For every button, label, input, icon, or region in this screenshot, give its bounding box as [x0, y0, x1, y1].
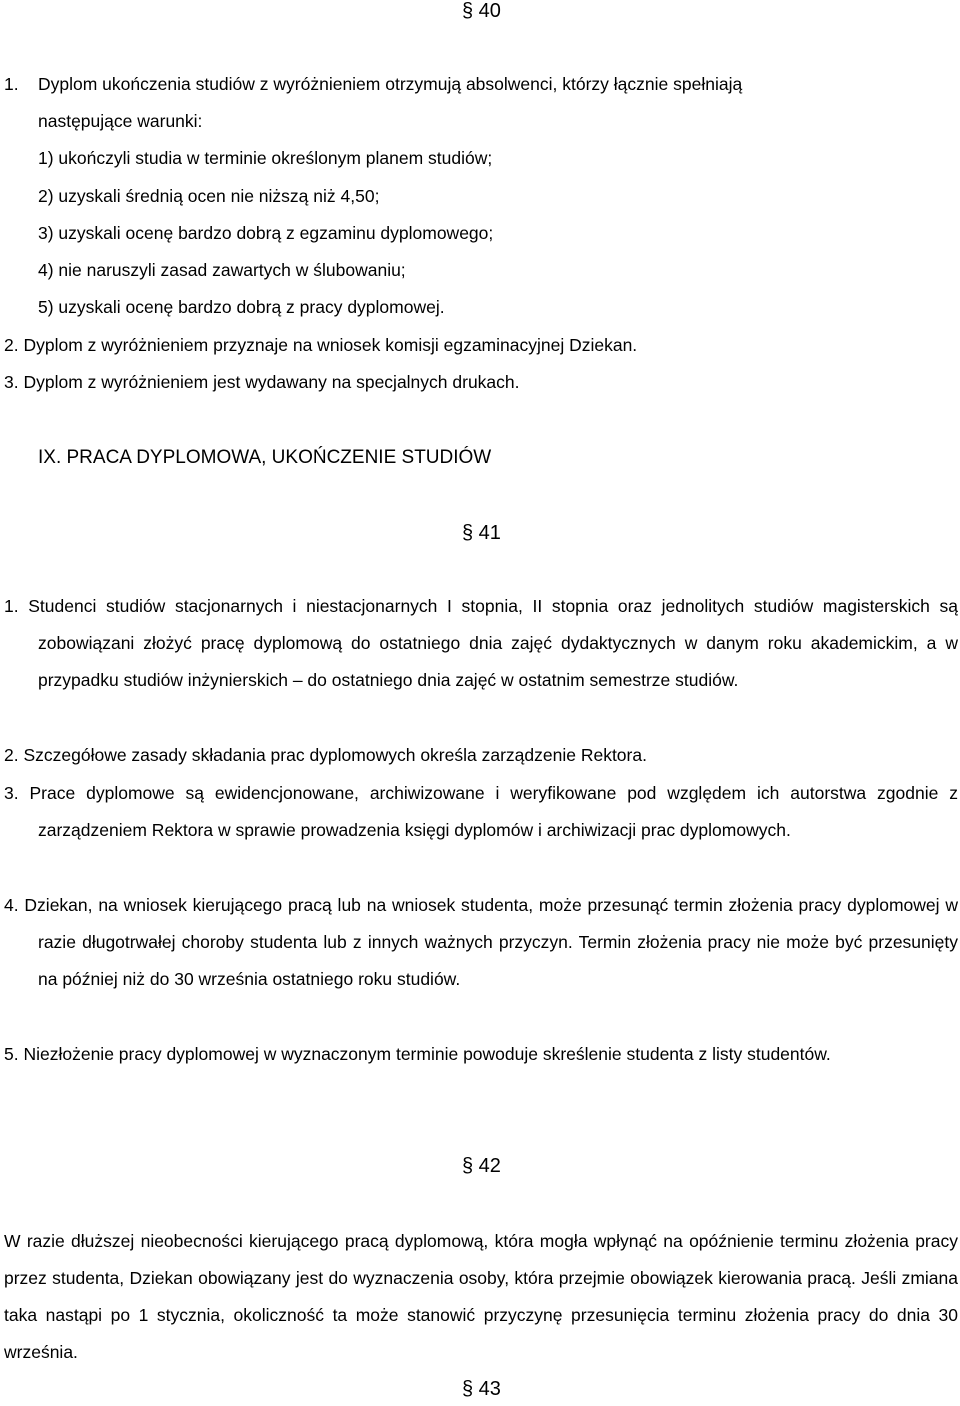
s41-point-3: 3. Prace dyplomowe są ewidencjonowane, archiwizowane i weryfikowane pod względem ich autorstwa zgodnie z zarządzeniem Rektora w sprawie prowadzenia księgi dyplomów i archiwizacji prac dyplomowych.	[4, 783, 958, 840]
s40-p1-number: 1.	[4, 74, 19, 94]
s40-condition-2: 2) uzyskali średnią ocen nie niższą niż 4,50;	[38, 186, 380, 206]
section-heading-42: § 42	[462, 1155, 501, 1177]
s40-condition-4: 4) nie naruszyli zasad zawartych w ślubowaniu;	[38, 260, 406, 280]
s40-condition-5: 5) uzyskali ocenę bardzo dobrą z pracy dyplomowej.	[38, 297, 445, 317]
s40-p3: 3. Dyplom z wyróżnieniem jest wydawany na specjalnych drukach.	[4, 372, 520, 392]
s40-p2: 2. Dyplom z wyróżnieniem przyznaje na wniosek komisji egzaminacyjnej Dziekan.	[4, 335, 638, 355]
section-heading-41: § 41	[462, 522, 501, 544]
s41-point-5: 5. Niezłożenie pracy dyplomowej w wyznaczonym terminie powoduje skreślenie studenta z listy studentów.	[4, 1044, 831, 1064]
s40-condition-1: 1) ukończyli studia w terminie określonym planem studiów;	[38, 148, 493, 168]
s40-p1-continuation: następujące warunki:	[38, 111, 203, 131]
section-heading-40: § 40	[462, 0, 501, 22]
s41-point-1: 1. Studenci studiów stacjonarnych i niestacjonarnych I stopnia, II stopnia oraz jednolitych studiów magisterskich są zobowiązani złożyć pracę dyplomową do ostatniego dnia zajęć dydaktycznych w danym roku akademickim, a w przypadku studiów inżynierskich – do ostatniego dnia zajęć w ostatnim semestrze studiów.	[4, 596, 958, 690]
s41-point-2: 2. Szczegółowe zasady składania prac dyplomowych określa zarządzenie Rektora.	[4, 745, 647, 765]
s42-paragraph: W razie dłuższej nieobecności kierującego pracą dyplomową, która mogła wpłynąć na opóźnienie terminu złożenia pracy przez studenta, Dziekan obowiązany jest do wyznaczenia osoby, która przejmie obowiązek kierowania pracą. Jeśli zmiana taka nastąpi po 1 stycznia, okoliczność ta może stanowić przyczynę przesunięcia terminu złożenia pracy do dnia 30 września.	[4, 1231, 958, 1362]
chapter-heading: IX. PRACA DYPLOMOWA, UKOŃCZENIE STUDIÓW	[38, 447, 492, 468]
s40-p1-text: Dyplom ukończenia studiów z wyróżnieniem otrzymują absolwenci, którzy łącznie spełniają	[38, 74, 743, 94]
s41-point-4: 4. Dziekan, na wniosek kierującego pracą lub na wniosek studenta, może przesunąć termin złożenia pracy dyplomowej w razie długotrwałej choroby studenta lub z innych ważnych przyczyn. Termin złożenia pracy nie może być przesunięty na później niż do 30 września ostatniego roku studiów.	[4, 895, 958, 989]
s40-condition-3: 3) uzyskali ocenę bardzo dobrą z egzaminu dyplomowego;	[38, 223, 494, 243]
section-heading-43: § 43	[462, 1378, 501, 1400]
